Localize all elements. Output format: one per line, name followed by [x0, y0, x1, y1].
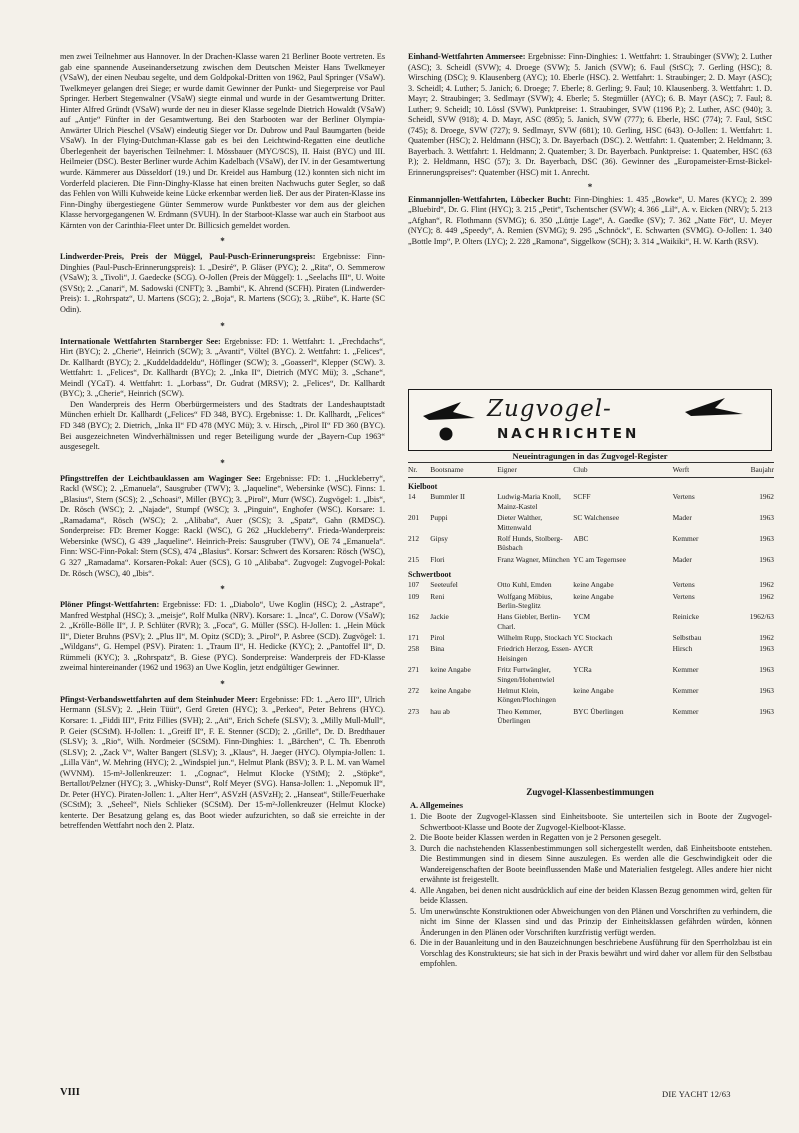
column-header: Bootsname: [430, 463, 497, 478]
register-owner-cell: Rolf Hunds, Stolberg-Büsbach: [497, 533, 563, 553]
class-rule-number: 5.: [410, 906, 417, 916]
register-yard-cell: Reinicke: [672, 612, 699, 622]
register-club-cell: BYC Überlingen: [573, 706, 624, 716]
register-yard-cell: Vertens: [672, 591, 695, 601]
register-yard-cell: Mader: [672, 554, 692, 564]
register-nr-cell: 273: [408, 706, 420, 716]
register-owner-cell: Otto Kuhl, Emden: [497, 580, 552, 590]
table-row: [408, 686, 774, 707]
register-club-cell: keine Angabe: [573, 580, 614, 590]
register-yard-cell: Selbstbau: [672, 633, 702, 643]
register-year-cell: 1962: [759, 633, 774, 643]
register-year-cell: 1963: [759, 706, 774, 716]
table-row: [408, 534, 774, 555]
column-header: Eigner: [497, 463, 573, 478]
register-yard-cell: Hirsch: [672, 644, 693, 654]
register-owner-cell: Franz Wagner, München: [497, 554, 570, 564]
register-owner-cell: Wilhelm Rupp, Stockach: [497, 633, 572, 643]
register-boat-cell: Bina: [430, 644, 445, 654]
register-owner-cell: Helmut Klein, Köngen/Plochingen: [497, 685, 556, 705]
class-rule-number: 2.: [410, 833, 417, 842]
register-owner-cell: Theo Kemmer, Überlingen: [497, 706, 542, 726]
register-yard-cell: Mader: [672, 512, 692, 522]
register-owner-cell: Fritz Furtwängler, Singen/Hohentwiel: [497, 665, 555, 684]
table-row: [408, 580, 774, 591]
class-rules-title: Zugvogel-Klassenbestimmungen: [526, 787, 654, 797]
class-rule-item: [410, 907, 772, 939]
section-title: Lindwerder-Preis, Preis der Müggel, Paul-Pusch-Erinnerungspreis:: [60, 252, 316, 262]
register-boat-cell: hau ab: [430, 706, 450, 716]
section-title: Plöner Pfingst-Wettfahrten:: [60, 600, 160, 610]
register-owner-cell: Friedrich Herzog, Essen-Heisingen: [497, 644, 572, 663]
register-boat-cell: Gipsy: [430, 533, 448, 543]
section-title: Pfingst-Verbandswettfahrten auf dem Steinhuder Meer:: [60, 694, 259, 704]
register-year-cell: 1963: [759, 644, 774, 654]
table-row: [408, 513, 774, 534]
table-row: [408, 707, 774, 728]
column-header: Club: [573, 463, 672, 478]
register-group-row: [408, 477, 774, 492]
section-separator: *: [220, 236, 225, 247]
register-club-cell: keine Angabe: [573, 591, 614, 601]
register-nr-cell: 215: [408, 554, 420, 564]
register-boat-cell: Pirol: [430, 633, 445, 643]
register-owner-cell: Dieter Walther, Mittenwald: [497, 512, 543, 532]
table-row: [408, 592, 774, 613]
register-year-cell: 1963: [759, 512, 774, 522]
banner-subtitle: NACHRICHTEN: [497, 426, 640, 442]
register-boat-cell: Puppi: [430, 512, 448, 522]
class-rule-number: 6.: [410, 938, 417, 947]
register-title: Neueintragungen in das Zugvogel-Register: [512, 451, 668, 461]
register-boat-cell: Flori: [430, 554, 445, 564]
class-rule-text: Die Boote beider Klassen werden in Regatten von je 2 Personen gesegelt.: [420, 833, 662, 842]
section-separator: *: [220, 320, 225, 331]
class-rule-number: 4.: [410, 885, 417, 895]
register-year-cell: 1963: [759, 685, 774, 695]
zugvogel-banner: [408, 389, 772, 451]
table-row: [408, 555, 774, 566]
class-rule-number: 3.: [410, 843, 417, 853]
class-rule-text: Die Boote der Zugvogel-Klassen sind Einheitsboote. Sie unterteilen sich in Boote der Zugvogel-Schwertboot-Klasse und Boote der Zugvogel-Kielboot-Klasse.: [420, 812, 772, 832]
register-nr-cell: 107: [408, 580, 420, 590]
register-table: [408, 462, 774, 727]
intro-paragraph: men zwei Teilnehmer aus Hannover. In der Drachen-Klasse waren 21 Berliner Boote vertreten. Es gab eine spannende Auseinandersetzung zwischen dem Deutschen Meister Hans Twelkmeyer (VSaW), der einen Neubau segelte, und dem Goldpokal-Dritten von 1962, Paul Springer (VSaW). Twelkmeyer gelangen drei Siege; er wurde damit Gewinner der Punkt- und Siegerpreise vor Paul Springer. Herbert Stegenwalner (VSaW) siegte einmal und wurde in der Gesamtwertung Dritter. Hinter Alfred Gründt (VSaW) wurde der neu in dieser Klasse segelnde Dietrich Howaldt (VSaW) auf „Antje“ Fünfter in der Gesamtwertung. Bei den Starbooten war der Berliner Olympia-Anwärter Ulrich Pieschel (VSaW) eindeutig Sieger vor Dr. Dubrow und Paul Baumgarten (beide VSaW). In der Flying-Dutchman-Klasse gab es bei den Leichtwind-Regatten eine deutliche Überlegenheit der bayerischen Teilnehmer: I. Mössbauer (MYC/SCS), II. Haist (BYC) und III. Heilmeier (DSC). Bester Berliner wurde Achim Kadelbach (VSaW), der IV. in der Gesamtwertung wurde. Kämmerer aus Düsseldorf (19.) und Dr. Kreidel aus Hamburg (12.) konnten sich nicht im Vorderfeld placieren. Die Finn-Dinghy-Klasse hat einen breiten Nachwuchs guter Segler, so daß das Fehlen von Willi Kuhweide keine Lücke erkennbar werden ließ. Der aus der Piraten-Klasse ins Finn-Dinghy übergestiegene Günter Semmerow wurde Punktbester vor dem aus der gleichen Klasse hervorgegangenen W. Erdmann (SVUH). In der Starboot-Klasse war auch ein Starboot aus Kärnten von der Carinthia-Fleet unter Dr. Billicsich gemeldet worden.: [60, 52, 385, 230]
register-yard-cell: Kemmer: [672, 533, 699, 543]
register-nr-cell: 162: [408, 612, 420, 622]
register-nr-cell: 271: [408, 665, 420, 675]
section-separator: *: [220, 457, 225, 468]
column-header: Werft: [673, 463, 736, 478]
class-rules-list: [410, 812, 772, 970]
register-boat-cell: keine Angabe: [430, 685, 471, 695]
table-row: [408, 612, 774, 633]
register-yard-cell: Kemmer: [672, 665, 699, 675]
class-rule-text: Durch die nachstehenden Klassenbestimmungen soll sichergestellt werden, daß Einheitsboote entstehen. Die Bestimmungen sind in diesem Sinne auszulegen. Es werden alle die Geschwindigkeit oder die Wandereigenschaften der Boote beeinflussenden Maße und Materialien festgelegt. Alles andere hier nicht erwähnte ist freigestellt.: [420, 843, 772, 884]
article-ploen: [60, 600, 385, 674]
table-row: [408, 492, 774, 513]
section-separator: *: [220, 678, 225, 689]
table-row: [408, 644, 774, 665]
article-waginger: [60, 474, 385, 579]
section-title: Einhand-Wettfahrten Ammersee:: [408, 52, 526, 61]
register-group-label: Schwertboot: [408, 569, 452, 579]
section-title: Pfingsttreffen der Leichtbauklassen am Waginger See:: [60, 473, 262, 483]
class-rule-text: Um unerwünschte Konstruktionen oder Abweichungen von den Plänen und Vorschriften zu verhindern, die nicht im Sinne der Klassen sind und das Prinzip der Einheitsklassen gefährden würden, können Änderungen in den Plänen oder Vorschriften kurzfristig verfügt werden.: [420, 906, 772, 937]
register-club-cell: YCM: [573, 612, 591, 622]
register-boat-cell: Jackie: [430, 612, 449, 622]
register-boat-cell: Bummler II: [430, 492, 465, 502]
section-body: Ergebnisse: FD: 1. „Huckleberry“, Rackl (WSC); 2. „Emanuela“, Sausgruber (TWV); 3. „Jaqueline“, Webersinke (WSC). Finns: 1. „Blasius“, Stern (SCS); 2. „Schoasi“, Miller (BYC); 3. „Pirol“, Murr (WSC). Zugvögel: 1. „Ibis“, Dr. Rösch (WSC); 2. „Najade“, Stumpf (WSC); 3. „Pinguin“, Enghofer (WSC). Korsare: 1. „Ramadama“, Rösch (WSC); 2. „Alibaba“, Auer (SCS); 3. „Spatz“, Gahn (RMDSC). Sonderpreise: FD: Bremer Kogge: Rackl (WSC), G 262 „Huckleberry“. Frieda-Wanderpreis: Webersinke (WSC), G 439 „Jaqueline“. Heinrich-Preis: Sausgruber (TWV), OE 74 „Emanuela“. Finn: WSC-Finn-Pokal: Stern (SCS), 474 „Blasius“. Korsar: Schwert des Korsaren: Rösch (WSC), G 327 „Ramadama“. Korsaren-Pokal: Auer (SCS), G 10 „Alibaba“. Zugvogel: Zugvogel-Pokal: Dr. Rösch (WSC), 40 „Ibis“.: [60, 473, 386, 578]
register-year-cell: 1962: [759, 492, 774, 502]
register-group-label: Kielboot: [408, 481, 438, 491]
class-rule-item: [410, 886, 772, 907]
register-header-row: [408, 463, 774, 478]
register-yard-cell: Vertens: [672, 492, 695, 502]
section-separator: *: [587, 181, 593, 192]
register-yard-cell: Vertens: [672, 580, 695, 590]
section-body: Finn-Dinghies: 1. 435 „Bowke“, U. Mares (KYC); 2. 399 „Bluebird“, Dr. G. Flint (HYC); 3. 215 „Petit“, Tschentscher (SVW); 4. 366 „Lil“, A. v. Eicken (NRV); 5. 213 „Afghan“, R. Flothmann (SVMG); 6. 350 „Lüttje Lage“, A. Gaedke (SV); 7. 362 „Natte Föt“, U. Meyer (NYC); 8. 449 „Speedy“, A. Remien (SVMG); 9. 295 „Schnöck“, E. Schwarten (SVMG). O-Jollen: 1. 340 „Bottle Imp“, P. Olters (LYC); 2. 228 „Ramona“, Siggelkow (SCH); 3. 314 „Waikiki“, H. W. Karth (RSV).: [408, 194, 772, 246]
register-yard-cell: Kemmer: [672, 685, 699, 695]
register-club-cell: YCRa: [573, 665, 592, 675]
section-body: Ergebnisse: FD: 1. „Aero III“, Ulrich Hermann (SLSV); 2. „Hein Tüüt“, Gerd Greten (HYC); 3. „Perkeo“, Peter Behrens (HYC). Korsare: 1. „Fiddi III“, Fritz Fillies (SVH); 2. „Ati“, Erich Schefe (SLSV); 3. „Milly Mull-Mull“, P. Geier (SCStM). H-Jollen: 1. „Greiff II“, F. E. Stenner (SCD); 2. „Grille“, Dr. D. Bredthauer (SLSV); 3. „Rio“, Wilh. Nordmeier (SCStM). Finn-Dinghies: 1. „Bärchen“, C. Th. Ebenroth (SLSV); 2. „Zack V“, Walter Bangert (SLSV); 3. „Klaus“, H. Jaeger (HYC). Olympia-Jollen: 1. „Lilla Vän“, W. Mehring (HYC); 2. „Windspiel jun.“, Helmut Plank (BSV); 3. P. L. M. van Wamel (WVNM). 15-m²-Jollenkreuzer: 1. „Cognac“, Helmut Klocke (YStM); 2. „Stöpke“, Bertallot/Pelzner (HYC); 3. „Whisky-Dunst“, Rolf Meyer (SVG). Hansa-Jollen: 1. „Nepomuk II“, Dr. Peter (HYC). Piraten-Jollen: 1. „Alter Herr“, ASVzH (ASVzH); 2. „Hanseat“, Stille/Feuerhake (SCStM); 3. „Seheel“, Niels Schlieker (SCStM). Der 15-m²-Jollenkreuzer (Helmut Klocke) kenterte. Der Besatzung gelang es, das Boot wieder aufzurichten, so daß sie erreichte in der betreffenden Wettfahrt noch den 2. Platz.: [60, 694, 385, 831]
register-club-cell: SCFF: [573, 492, 591, 502]
register-boat-cell: Reni: [430, 591, 445, 601]
register-year-cell: 1962: [759, 580, 774, 590]
article-luebecker-bucht: [408, 195, 772, 248]
register-club-cell: AYCR: [573, 644, 594, 654]
article-starnberg-continued: Den Wanderpreis des Herrn Oberbürgermeisters und des Stadtrats der Landeshauptstadt München erhielt Dr. Kallhardt („Felices“ FD 348, BYC). Ergebnisse: 1. Dr. Kallhardt, „Felices“ FD 348 (BYC); 2. Dietrich, „Inka II“ FD 478 (MYC Mü); 3. v. Hirsch, „Pirol II“ FD 360 (BYC). Bei ausgezeichneten Windverhältnissen und reger Beteiligung wurde der „Bayern-Cup 1963“ ausgesegelt.: [60, 399, 385, 452]
table-row: [408, 665, 774, 686]
section-separator: *: [220, 584, 225, 595]
section-body: Ergebnisse: Finn-Dinghies: 1. Wettfahrt: 1. Straubinger (SVW); 2. Luther (ASC); 3. Scheidl (SVW); 4. Droege (SVW); 5. Janich (SVW); 6. Faul (StSC); 7. Gerling (HSC); 8. Wirsching (DSC); 9. Klausenberg (AYC); 10. Eberle (HSC). 2. Wettfahrt: 1. Straubinger; 2. D. Mayr (ASC); 3. Scheidl; 4. Luther; 5. Janich; 6. Droege; 7. Eberle; 8. Gerling; 9. Faul; 10. Klausenberg. 3. Wettfahrt: 1. D. Mayr; 2. Straubinger; 3. Sedlmayr (SVW); 4. Eberle; 5. Stegmüller (AYC); 6. B. Mayr (ASC); 7. Faul; 8. Luther; 9. Scheidl; 10. Lössl (SVW). Punktpreise: 1. Straubinger, SVW (1196 P.); 2. Luther, ASC (940); 3. Scheidl, SVW (918); 4. D. Mayr, ASC (895); 5. Janich, SVW (777); 6. Eberle, HSC (774); 7. Faul, StSC (745); 8. Droege, SVW (727); 9. Sedlmayr, SVW (681); 10. Gerling, HSC (643). O-Jollen: 1. Wettfahrt: 1. Quatember (HSC); 2. Heldmann (HSC); 3. Dr. Bayerbach (DSC). 2. Wettfahrt: 1. Quatember; 2. Heldmann; 3. Bayerbach. 3. Wettfahrt: 1. Heldmann; 2. Quatember; 3. Dr. Bayerbach. Punktpreise: 1. Quatember, HSC (63 P.); 2. Heldmann, HSC (57); 3. Dr. Bayerbach, DSC (36). Gewinner des „Europameister-Ernst-Bickel-Erinnerungspreises“: Quatember (HSC) mit 1. Anrecht.: [408, 52, 772, 178]
class-rule-item: [410, 844, 772, 886]
register-club-cell: YC am Tegernsee: [573, 554, 626, 564]
article-starnberg: [60, 337, 385, 400]
class-rule-text: Alle Angaben, bei denen nicht ausdrücklich auf eine der beiden Klassen Bezug genommen wird, gelten für beide Klassen.: [420, 885, 772, 905]
register-owner-cell: Ludwig-Maria Knoll, Mainz-Kastel: [497, 492, 561, 511]
register-table-wrap: [408, 462, 774, 727]
register-owner-cell: Wolfgang Möbius, Berlin-Steglitz: [497, 591, 553, 611]
register-nr-cell: 14: [408, 492, 416, 502]
register-boat-cell: Seeteufel: [430, 580, 458, 590]
class-rule-item: [410, 938, 772, 970]
section-title: Internationale Wettfahrten Starnberger See:: [60, 336, 221, 346]
column-header: Nr.: [408, 463, 430, 478]
register-year-cell: 1962/63: [749, 612, 774, 622]
banner-title: Zugvogel-: [487, 396, 612, 422]
issue-label: DIE YACHT 12/63: [662, 1089, 731, 1099]
section-body: Ergebnisse: FD: 1. „Diabolo“, Uwe Koglin (HSC); 2. „Astrape“, Manfred Westphal (HSC); 3. „meisje“, Rolf Mulka (NRV). Korsare: 1. „Inca“, C. Dorow (VSaW); 2. „Krölle-Bölle II“, J. P. Schlüter (RVR); 3. „Foca“, G. Müller (SSC). H-Jollen: 1. „Hein Mück II“, Dieter Bruhns (PSV); 2. „Plus II“, M. Opitz (SCD); 3. „Pirol“, P. Asbree (SCD). Zugvögel: 1. „Wildgans“, G. Hempel (PSV). Piraten: 1. „Traum II“, H. Hedicke (KYC); 2. „Pantoffel II“, D. Rümmeli (KYC); 3. „Rohrspatz“, B. Giese (PYC). Sonderpreise: Wanderpreis der FD-Klasse zweimal hintereinander (1962 und 1963) an Uwe Koglin, jetzt endgültiger Gewinner.: [60, 600, 385, 673]
register-nr-cell: 109: [408, 591, 420, 601]
register-nr-cell: 258: [408, 644, 420, 654]
left-column: [60, 52, 385, 832]
register-nr-cell: 212: [408, 533, 420, 543]
register-club-cell: ABC: [573, 533, 589, 543]
register-nr-cell: 171: [408, 633, 420, 643]
class-rules-subtitle: A. Allgemeines: [410, 801, 464, 810]
register-owner-cell: Hans Giebler, Berlin-Charl.: [497, 612, 561, 631]
section-body: Ergebnisse: FD: 1. Wettfahrt: 1. „Frechdachs“, Hirt (BYC); 2. „Cherie“, Heinrich (SCW); 3. „Avanti“, Völtel (BYC). 2. Wettfahrt: 1. „Felices“, Dr. Kallhardt (BYC); 2. „Kuddeldaddeldu“, Höflinger (SCW); 3. „Goasserl“, Klepper (SCW). 3. Wettfahrt: 1. „Felices“, Dr. Kallhardt (BYC); 2. „Inka II“, Dietrich (MYC Mü); 3. „Schane“, Meindl (YCaT). 4. Wettfahrt: 1. „Lorbass“, Dr. Gudrat (MRSV); 2. „Felices“, Dr. Kallhardt (BYC); 3. „Cherie“, Heinrich (SCW).: [60, 336, 385, 399]
register-yard-cell: Kemmer: [672, 706, 699, 716]
register-year-cell: 1962: [759, 591, 774, 601]
class-rule-item: [410, 812, 772, 833]
section-body: Ergebnisse: Finn-Dinghies (Paul-Pusch-Erinnerungspreis): 1. „Desiré“, P. Gläser (PYC); 2. „Rita“, O. Semmerow (VSaW); 3. „Tivoli“, J. Gaedecke (SCG). O-Jollen (Preis der Müggel): 1. „Seelachs III“, U. Woite (SVSt); 2. „Canari“, M. Sadowski (CNFT); 3. „Bambi“, K. Ahrend (SCFH). Piraten (Lindwerder-Preis): 1. „Rohrspatz“, U. Martens (SCG); 2. „Boja“, R. Martens (SCG); 3. „Rübe“, K. Harte (SC Odin).: [60, 252, 386, 315]
right-column: [408, 52, 772, 247]
section-title: Einmannjollen-Wettfahrten, Lübecker Bucht:: [408, 194, 571, 204]
register-group-row: [408, 566, 774, 581]
register-year-cell: 1963: [759, 665, 774, 675]
class-rule-text: Die in der Bauanleitung und in den Bauzeichnungen beschriebene Ausführung für den Sperrholzbau ist ein Vorschlag des Konstrukteurs; sie hat sich in der Praxis bewährt und wird daher vor allem für den Selbstbau empfohlen.: [420, 938, 772, 968]
page-number: VIII: [60, 1087, 80, 1098]
register-nr-cell: 201: [408, 512, 420, 522]
table-row: [408, 633, 774, 644]
column-header: Baujahr: [735, 463, 774, 478]
register-year-cell: 1963: [759, 533, 774, 543]
register-nr-cell: 272: [408, 685, 420, 695]
register-club-cell: YC Stockach: [573, 633, 613, 643]
article-lindwerder: [60, 252, 385, 315]
class-rule-number: 1.: [410, 812, 417, 821]
class-rule-item: [410, 833, 772, 844]
register-year-cell: 1963: [759, 554, 774, 564]
register-club-cell: SC Walchensee: [573, 512, 620, 522]
register-club-cell: keine Angabe: [573, 685, 614, 695]
article-ammersee: [408, 52, 772, 179]
article-steinhude: [60, 695, 385, 832]
register-boat-cell: keine Angabe: [430, 665, 471, 675]
